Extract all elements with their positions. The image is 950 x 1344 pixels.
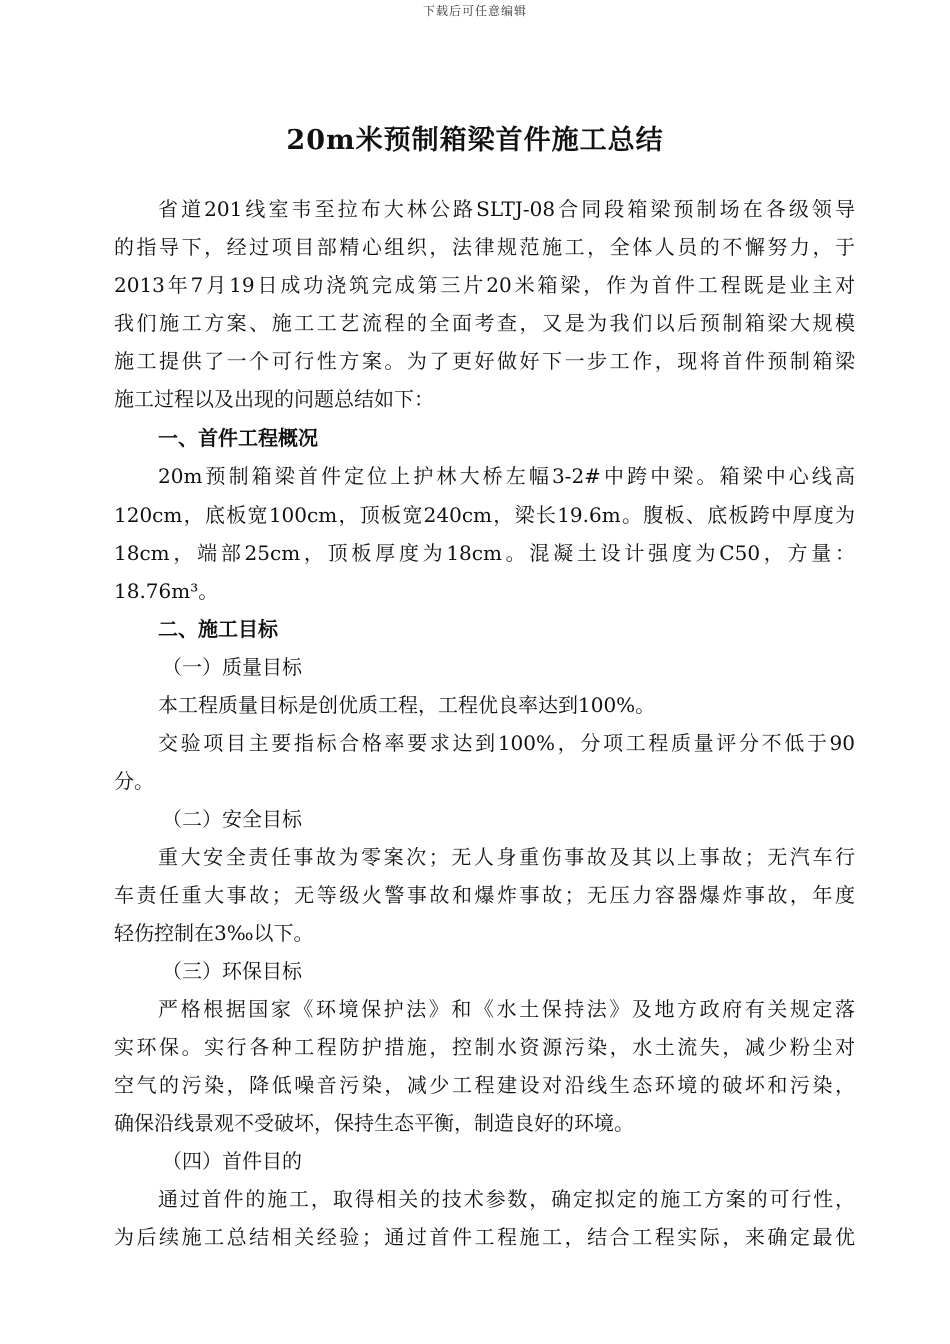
paragraph-line: 我们施工方案、施工工艺流程的全面考查，又是为我们以后预制箱梁大规模 (114, 311, 855, 335)
paragraph-line: 2013年7月19日成功浇筑完成第三片20米箱梁，作为首件工程既是业主对 (114, 273, 855, 297)
paragraph-line: 实环保。实行各种工程防护措施，控制水资源污染，水土流失，减少粉尘对 (114, 1035, 855, 1059)
header-note: 下载后可任意编辑 (422, 4, 527, 18)
paragraph-line: 空气的污染，降低噪音污染，减少工程建设对沿线生态环境的破坏和污染， (114, 1073, 855, 1097)
paragraph-line: 轻伤控制在3‰以下。 (114, 921, 314, 945)
paragraph-line: 本工程质量目标是创优质工程，工程优良率达到100%。 (158, 693, 656, 717)
paragraph-line: 分。 (114, 769, 154, 793)
paragraph-line: 确保沿线景观不受破坏，保持生态平衡，制造良好的环境。 (114, 1111, 634, 1135)
paragraph-line: 施工过程以及出现的问题总结如下： (114, 387, 434, 411)
subsection-heading: （三）环保目标 (162, 959, 302, 983)
paragraph-line: 120cm，底板宽100cm，顶板宽240cm，梁长19.6m。腹板、底板跨中厚度为 (114, 503, 855, 527)
document-title: 20m米预制箱梁首件施工总结 (286, 125, 664, 156)
paragraph-line: 交验项目主要指标合格率要求达到100%，分项工程质量评分不低于90 (158, 731, 855, 755)
paragraph-line: 车责任重大事故；无等级火警事故和爆炸事故；无压力容器爆炸事故，年度 (114, 883, 855, 907)
section-heading: 一、首件工程概况 (158, 426, 318, 450)
paragraph-line: 重大安全责任事故为零案次；无人身重伤事故及其以上事故；无汽车行 (158, 845, 855, 869)
paragraph-line: 18.76m³。 (114, 579, 219, 603)
paragraph-line: 的指导下，经过项目部精心组织，法律规范施工，全体人员的不懈努力，于 (114, 235, 855, 259)
paragraph-line: 省道201线室韦至拉布大林公路SLTJ-08合同段箱梁预制场在各级领导 (158, 197, 855, 221)
paragraph-line: 严格根据国家《环境保护法》和《水土保持法》及地方政府有关规定落 (158, 997, 855, 1021)
paragraph-line: 20m预制箱梁首件定位上护林大桥左幅3-2#中跨中梁。箱梁中心线高 (158, 464, 855, 488)
subsection-heading: （二）安全目标 (162, 807, 302, 831)
subsection-heading: （四）首件目的 (162, 1149, 302, 1173)
paragraph-line: 通过首件的施工，取得相关的技术参数，确定拟定的施工方案的可行性， (158, 1187, 855, 1211)
paragraph-line: 施工提供了一个可行性方案。为了更好做好下一步工作，现将首件预制箱梁 (114, 349, 855, 373)
subsection-heading: （一）质量目标 (162, 655, 302, 679)
section-heading: 二、施工目标 (158, 617, 278, 641)
paragraph-line: 18cm，端部25cm，顶板厚度为18cm。混凝土设计强度为C50，方量： (114, 541, 855, 565)
paragraph-line: 为后续施工总结相关经验；通过首件工程施工，结合工程实际，来确定最优 (114, 1225, 855, 1249)
